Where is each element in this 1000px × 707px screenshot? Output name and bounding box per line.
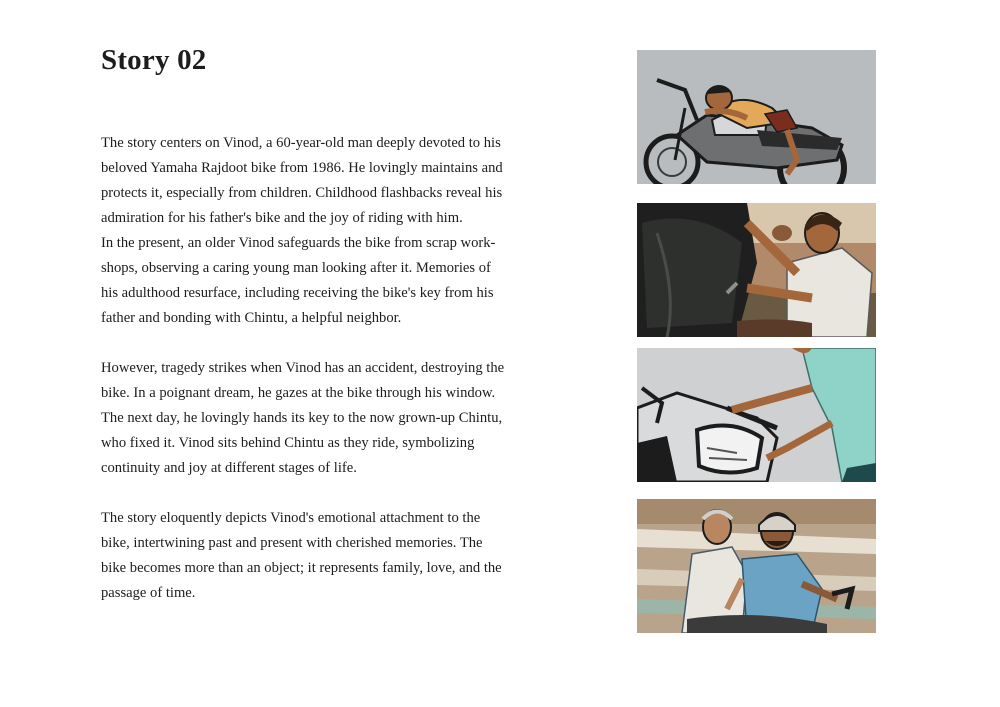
paragraph-gap <box>101 481 511 506</box>
story-text <box>101 131 511 606</box>
storyboard-frame-2 <box>637 203 876 337</box>
storyboard-frame-1 <box>637 50 876 184</box>
paragraph-1: The story centers on Vinod, a 60-year-old man deeply devoted to his beloved Yamaha Rajdoot bike from 1986. He lovingly maintains and protects it, especially from children. Childhood flashbacks reveal his admiration for his father's bike and the joy of riding with him. <box>101 135 503 226</box>
child-lying-on-motorbike-sketch <box>637 50 876 184</box>
man-handing-motorbike-key-sketch <box>637 348 876 482</box>
paragraph-4: The story eloquently depicts Vinod's emotional attachment to the bike, intertwining past and present with cherished memories. The bike becomes more than an object; it represents family, love, and the passage of time. <box>101 510 502 601</box>
paragraph-2: In the present, an older Vinod safeguards the bike from scrap work-shops, observing a caring young man looking after it. Memories of his adulthood resurface, including receiving the bike's key from his father and bonding with Chintu, a helpful neighbor. <box>101 235 496 326</box>
storyboard-frame-4 <box>637 499 876 633</box>
storyboard-frame-3 <box>637 348 876 482</box>
two-men-riding-motorbike-sketch <box>637 499 876 633</box>
page-title: Story 02 <box>101 44 207 76</box>
paragraph-3: However, tragedy strikes when Vinod has an accident, destroying the bike. In a poignant dream, he gazes at the bike through his window. The next day, he lovingly hands its key to the now grown-up Chintu, who fixed it. Vinod sits behind Chintu as they ride, symbolizing continuity and joy at different stages of life. <box>101 360 505 476</box>
paragraph-gap <box>101 331 511 356</box>
young-man-fixing-motorbike-sketch <box>637 203 876 337</box>
